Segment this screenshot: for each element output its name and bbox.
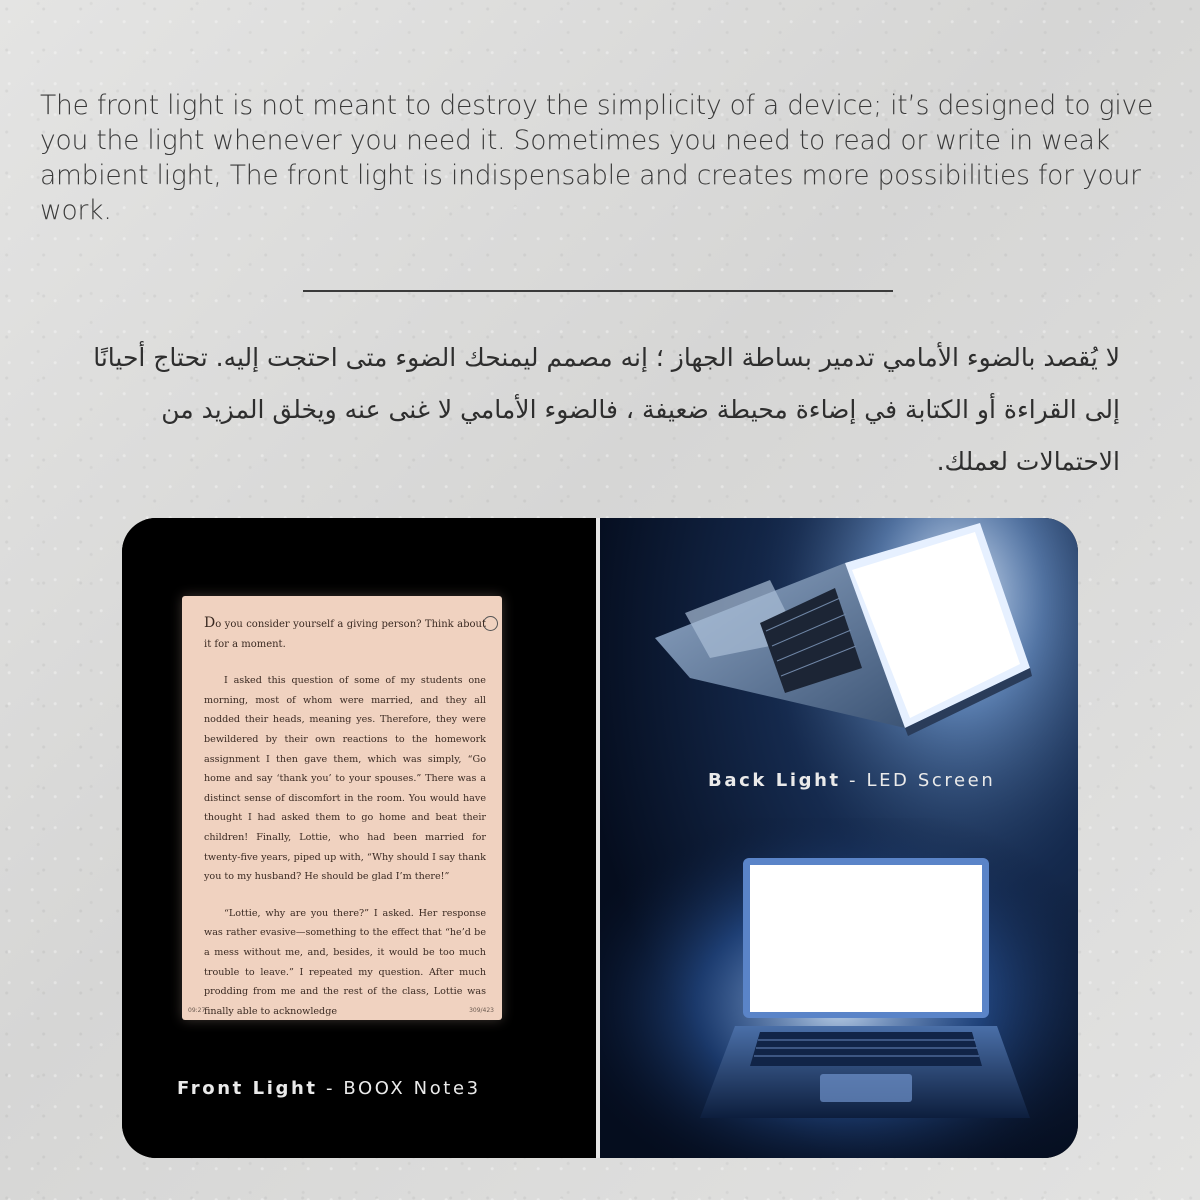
intro-text-ar: لا يُقصد بالضوء الأمامي تدمير بساطة الجهاز ؛ إنه مصمم ليمنحك الضوء متى احتجت إليه. تحتاج أحيانًا إلى القراءة أو الكتابة في إضاءة محيطة ضعيفة ، فالضوء الأمامي لا غنى عنه ويخلق المزيد من الاحتمالات لعملك. xyxy=(93,343,1120,476)
drop-cap: D xyxy=(204,615,216,631)
intro-text-en: The front light is not meant to destroy the simplicity of a device; it’s designed to give you the light whenever you need it. Sometimes you need to read or write in weak ambient light, The front light is indispensable and creates more possibilities for your work. xyxy=(40,90,1154,226)
ereader-paragraph: Do you consider yourself a giving person? Think about it for a moment. xyxy=(204,615,486,650)
ereader-status-bar xyxy=(188,1007,494,1017)
back-light-caption: Back Light - LED Screen xyxy=(708,770,996,791)
front-light-photo xyxy=(122,518,596,1158)
front-light-caption: Front Light - BOOX Note3 xyxy=(177,1078,481,1099)
ereader-screen xyxy=(182,596,502,1020)
ereader-paragraph: I asked this question of some of my students one morning, most of whom were married, and they all nodded their heads, meaning yes. Therefore, they were bewildered by their own reactions to the homework assignment I then gave them, which was simply, “Go home and say ‘thank you’ to your spouses.” There was a distinct sense of discomfort in the room. You would have thought I had asked them to go home and beat their children! Finally, Lottie, who had been married for twenty-five years, piped up with, “Why should I say thank you to my husband? He should be glad I’m there!” xyxy=(204,675,486,883)
comparison-panel xyxy=(122,518,1078,1158)
ereader-paragraph: “Lottie, why are you there?” I asked. Her response was rather evasive—something to the effect that “he’d be a mess without me, and, besides, it would be too much trouble to leave.” I repeated my question. After much prodding from me and the rest of the class, Lottie was finally able to acknowledge xyxy=(204,907,486,1017)
ereader-page-number: 309/423 xyxy=(469,1007,494,1014)
ereader-page-text xyxy=(204,614,486,1021)
back-light-photo xyxy=(600,518,1078,1158)
divider xyxy=(303,290,893,292)
ereader-time: 09:27 xyxy=(188,1007,206,1014)
laptop-illustration-top xyxy=(600,518,1078,1158)
